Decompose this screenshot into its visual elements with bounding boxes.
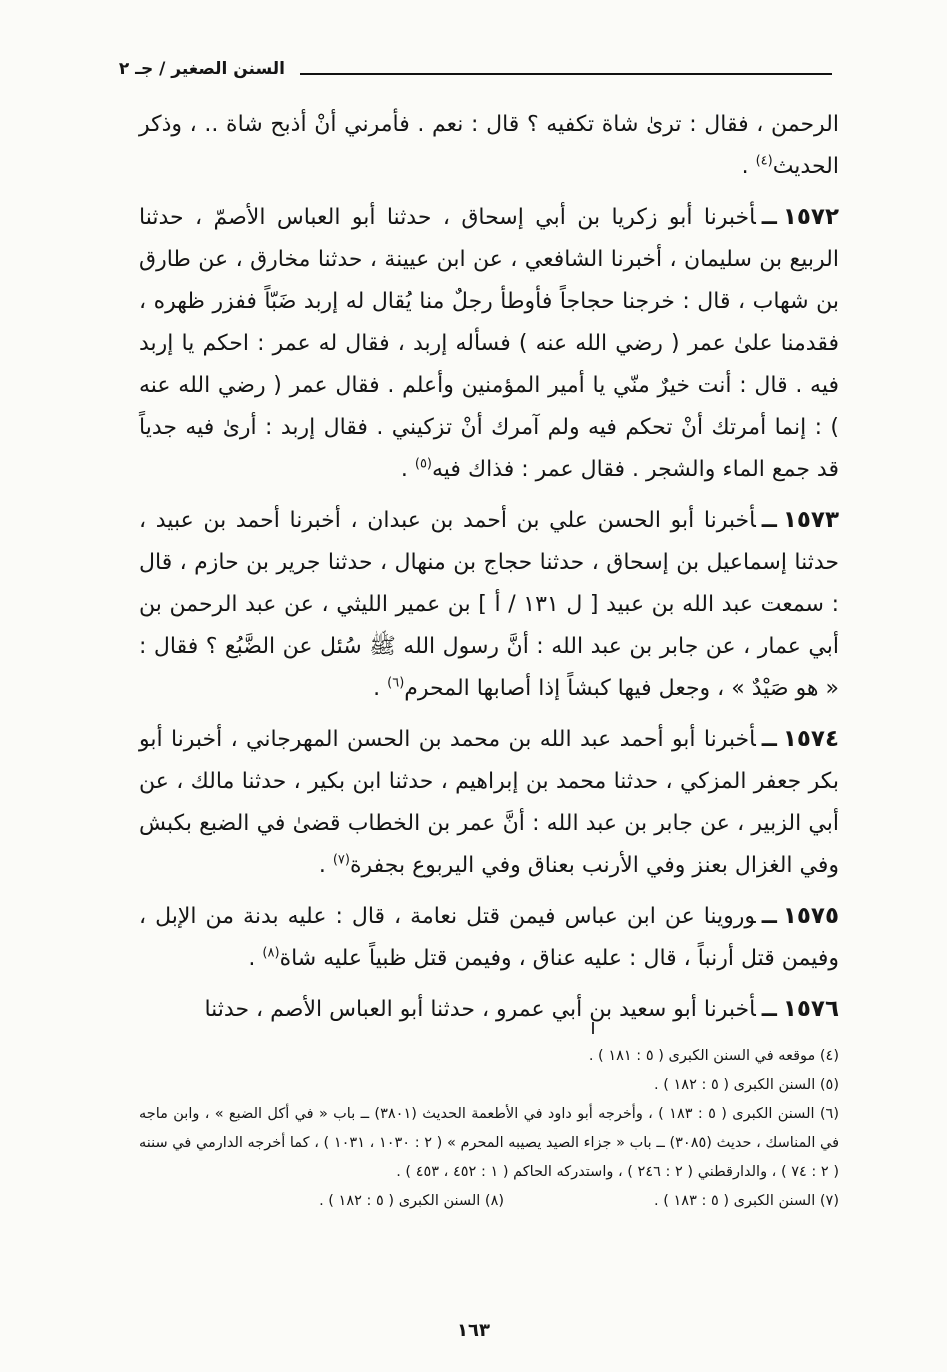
margin-mark <box>592 1022 594 1034</box>
footnote-ref: (٤) <box>755 153 773 169</box>
hadith-number: ١٥٧٣ <box>782 507 839 533</box>
footnote-6: (٦) السنن الكبرى ( ٥ : ١٨٣ ) ، وأخرجه أبو داود في الأطعمة الحديث (٣٨٠١) ــ باب « في أكل الضبع » ، وابن ماجه في المناسك ، حديث (٣٠٨٥) ــ باب « جزاء الصيد يصيبه المحرم » ( ٢ : ١٠٣٠ ، ١٠٣١ ) ، كما أخرجه الدارمي في سننه ( ٢ : ٧٤ ) ، والدارقطني ( ٢ : ٢٤٦ ) ، واستدركه الحاكم ( ١ : ٤٥٢ ، ٤٥٣ ) . <box>139 1106 840 1180</box>
footnote-ref: (٨) <box>262 945 280 961</box>
continuation-paragraph: الرحمن ، فقال : ترىٰ شاة تكفيه ؟ قال : نعم . فأمرني أنْ أذبح شاة .. ، وذكر الحديث$^{(٤)}$ . <box>139 112 839 179</box>
hadith-entry: ١٥٧٣ــأخبرنا أبو الحسن علي بن أحمد بن عبدان ، أخبرنا أحمد بن عبيد ، حدثنا إسماعيل بن إسحاق ، حدثنا حجاج بن منهال ، حدثنا جرير بن حازم ، قال : سمعت عبد الله بن عبيد [ ل ١٣١ / أ ] بن عمير الليثي ، عن عبد الرحمن بن أبي عمار ، عن جابر بن عبد الله : أنَّ رسول الله ﷺ سُئل عن الضَّبُع ؟ فقال : « هو صَيْدٌ » ، وجعل فيها كبشاً إذا أصابها المحرم$^{(٦)}$ . <box>139 507 839 701</box>
footnote-7: (٧) السنن الكبرى ( ٥ : ١٨٣ ) . <box>654 1193 839 1209</box>
hadith-entry: ١٥٧٤ــأخبرنا أبو أحمد عبد الله بن محمد بن الحسن المهرجاني ، أخبرنا أبو بكر جعفر المزكي ، حدثنا محمد بن إبراهيم ، حدثنا ابن بكير ، حدثنا مالك ، عن أبي الزبير ، عن جابر بن عبد الله : أنَّ عمر بن الخطاب قضىٰ في الضبع بكبش وفي الغزال بعنز وفي الأرنب بعناق وفي اليربوع بجفرة$^{(٧)}$ . <box>139 726 839 878</box>
footnotes <box>139 1042 839 1216</box>
running-header: السنن الصغير / جـ ٢ <box>118 59 285 79</box>
hadith-number: ١٥٧٥ <box>782 903 839 929</box>
main-text <box>139 104 839 1039</box>
footnote-ref: (٧) <box>332 852 350 868</box>
footnote-pair <box>139 1187 839 1216</box>
footnote-ref: (٦) <box>387 675 405 691</box>
footnote-ref: (٥) <box>414 456 432 472</box>
hadith-entry: ١٥٧٢ــأخبرنا أبو زكريا بن أبي إسحاق ، حدثنا أبو العباس الأصمّ ، حدثنا الربيع بن سليمان ، أخبرنا الشافعي ، عن ابن عيينة ، حدثنا مخارق ، عن طارق بن شهاب ، قال : خرجنا حجاجاً فأوطأ رجلٌ منا يُقال له إربد ضَبّاً ففزر ظهره ، فقدمنا علىٰ عمر ( رضي الله عنه ) فسأله إربد ، فقال له عمر : احكم يا إربد فيه . قال : أنت خيرٌ منّي يا أمير المؤمنين وأعلم . فقال عمر ( رضي الله عنه ) : إنما أمرتك أنْ تحكم فيه ولم آمرك أنْ تزكيني . فقال إربد : أرىٰ فيه جدياً قد جمع الماء والشجر . فقال عمر : فذاك فيه$^{(٥)}$ . <box>139 204 839 482</box>
footnote-5: (٥) السنن الكبرى ( ٥ : ١٨٢ ) . <box>654 1077 839 1093</box>
hadith-number: ١٥٧٤ <box>782 726 839 752</box>
hadith-entry: ١٥٧٦ــأخبرنا أبو سعيد بن أبي عمرو ، حدثنا أبو العباس الأصم ، حدثنا <box>204 996 839 1022</box>
footnote-4: (٤) موقعه في السنن الكبرى ( ٥ : ١٨١ ) . <box>588 1048 839 1064</box>
page-number: ١٦٣ <box>457 1320 490 1341</box>
hadith-entry: ١٥٧٥ــوروينا عن ابن عباس فيمن قتل نعامة ، قال : عليه بدنة من الإبل ، وفيمن قتل أرنباً ، قال : عليه عناق ، وفيمن قتل ظبياً عليه شاة$^{(٨)}$ . <box>139 903 839 971</box>
header-rule <box>300 73 832 75</box>
footnote-8: (٨) السنن الكبرى ( ٥ : ١٨٢ ) . <box>319 1193 505 1209</box>
hadith-number: ١٥٧٦ <box>782 996 839 1022</box>
hadith-number: ١٥٧٢ <box>782 204 839 230</box>
